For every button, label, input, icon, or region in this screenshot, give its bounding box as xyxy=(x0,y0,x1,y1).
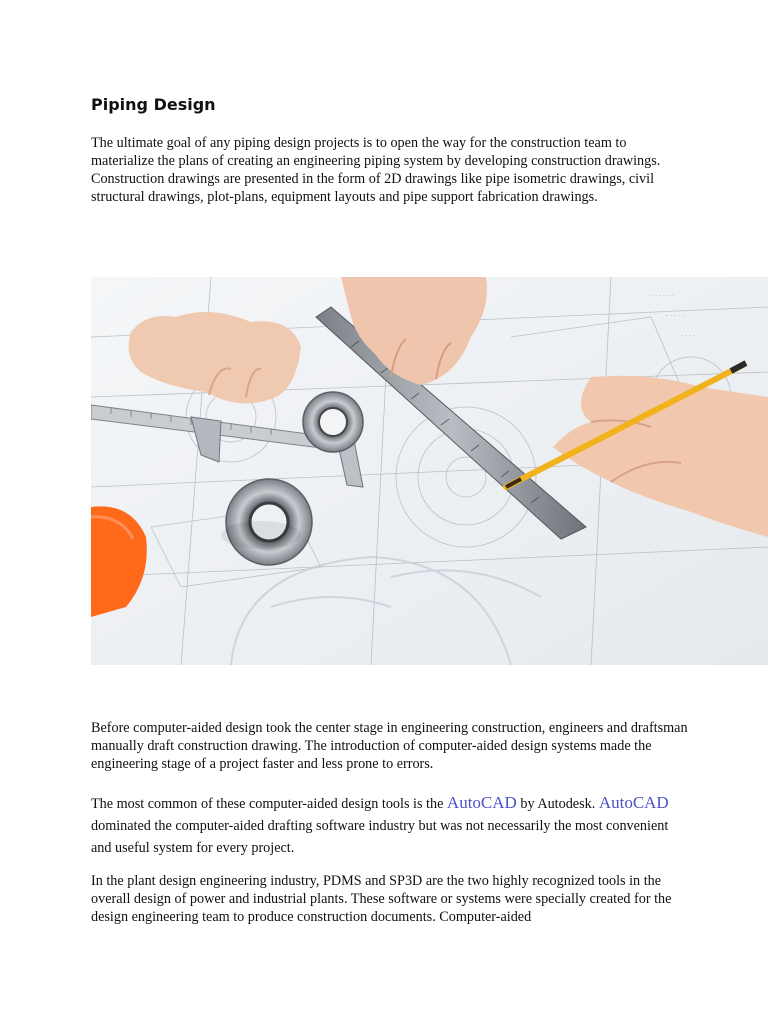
svg-text:- - - - - -: - - - - - - xyxy=(651,292,674,299)
paragraph-intro: The ultimate goal of any piping design projects is to open the way for the construction team to materialize the plans of creating an engineering piping system by developing construction drawings. Construction drawings are presented in the form of 2D drawings like pipe isometric drawings, civil structural drawings, plot-plans, equipment layouts and pipe support fabrication drawings. xyxy=(91,135,661,205)
paragraph-history: Before computer-aided design took the center stage in engineering construction, engineers and draftsman manually draft construction drawing. The introduction of computer-aided design systems made the engineering stage of a project faster and less prone to errors. xyxy=(91,720,688,772)
engineering-drawing-photo xyxy=(91,277,768,665)
paragraph-autocad-text-2: by Autodesk. xyxy=(516,796,599,812)
paragraph-autocad-text-3: dominated the computer-aided drafting software industry but was not necessarily the most convenient and useful system for every project. xyxy=(91,818,669,856)
autocad-link-2[interactable]: AutoCAD xyxy=(598,793,669,812)
section-heading: Piping Design xyxy=(91,95,216,114)
svg-text:- - - -: - - - - xyxy=(681,332,696,339)
autocad-link-1[interactable]: AutoCAD xyxy=(446,793,517,812)
paragraph-plant-design: In the plant design engineering industry, PDMS and SP3D are the two highly recognized tools in the overall design of power and industrial plants. These software or systems were specially created for the design engineering team to produce construction documents. Computer-aided xyxy=(91,873,672,925)
svg-text:- - - - -: - - - - - xyxy=(666,312,685,319)
paragraph-autocad-text-1: The most common of these computer-aided design tools is the xyxy=(91,796,447,812)
paragraph-autocad xyxy=(91,792,691,859)
